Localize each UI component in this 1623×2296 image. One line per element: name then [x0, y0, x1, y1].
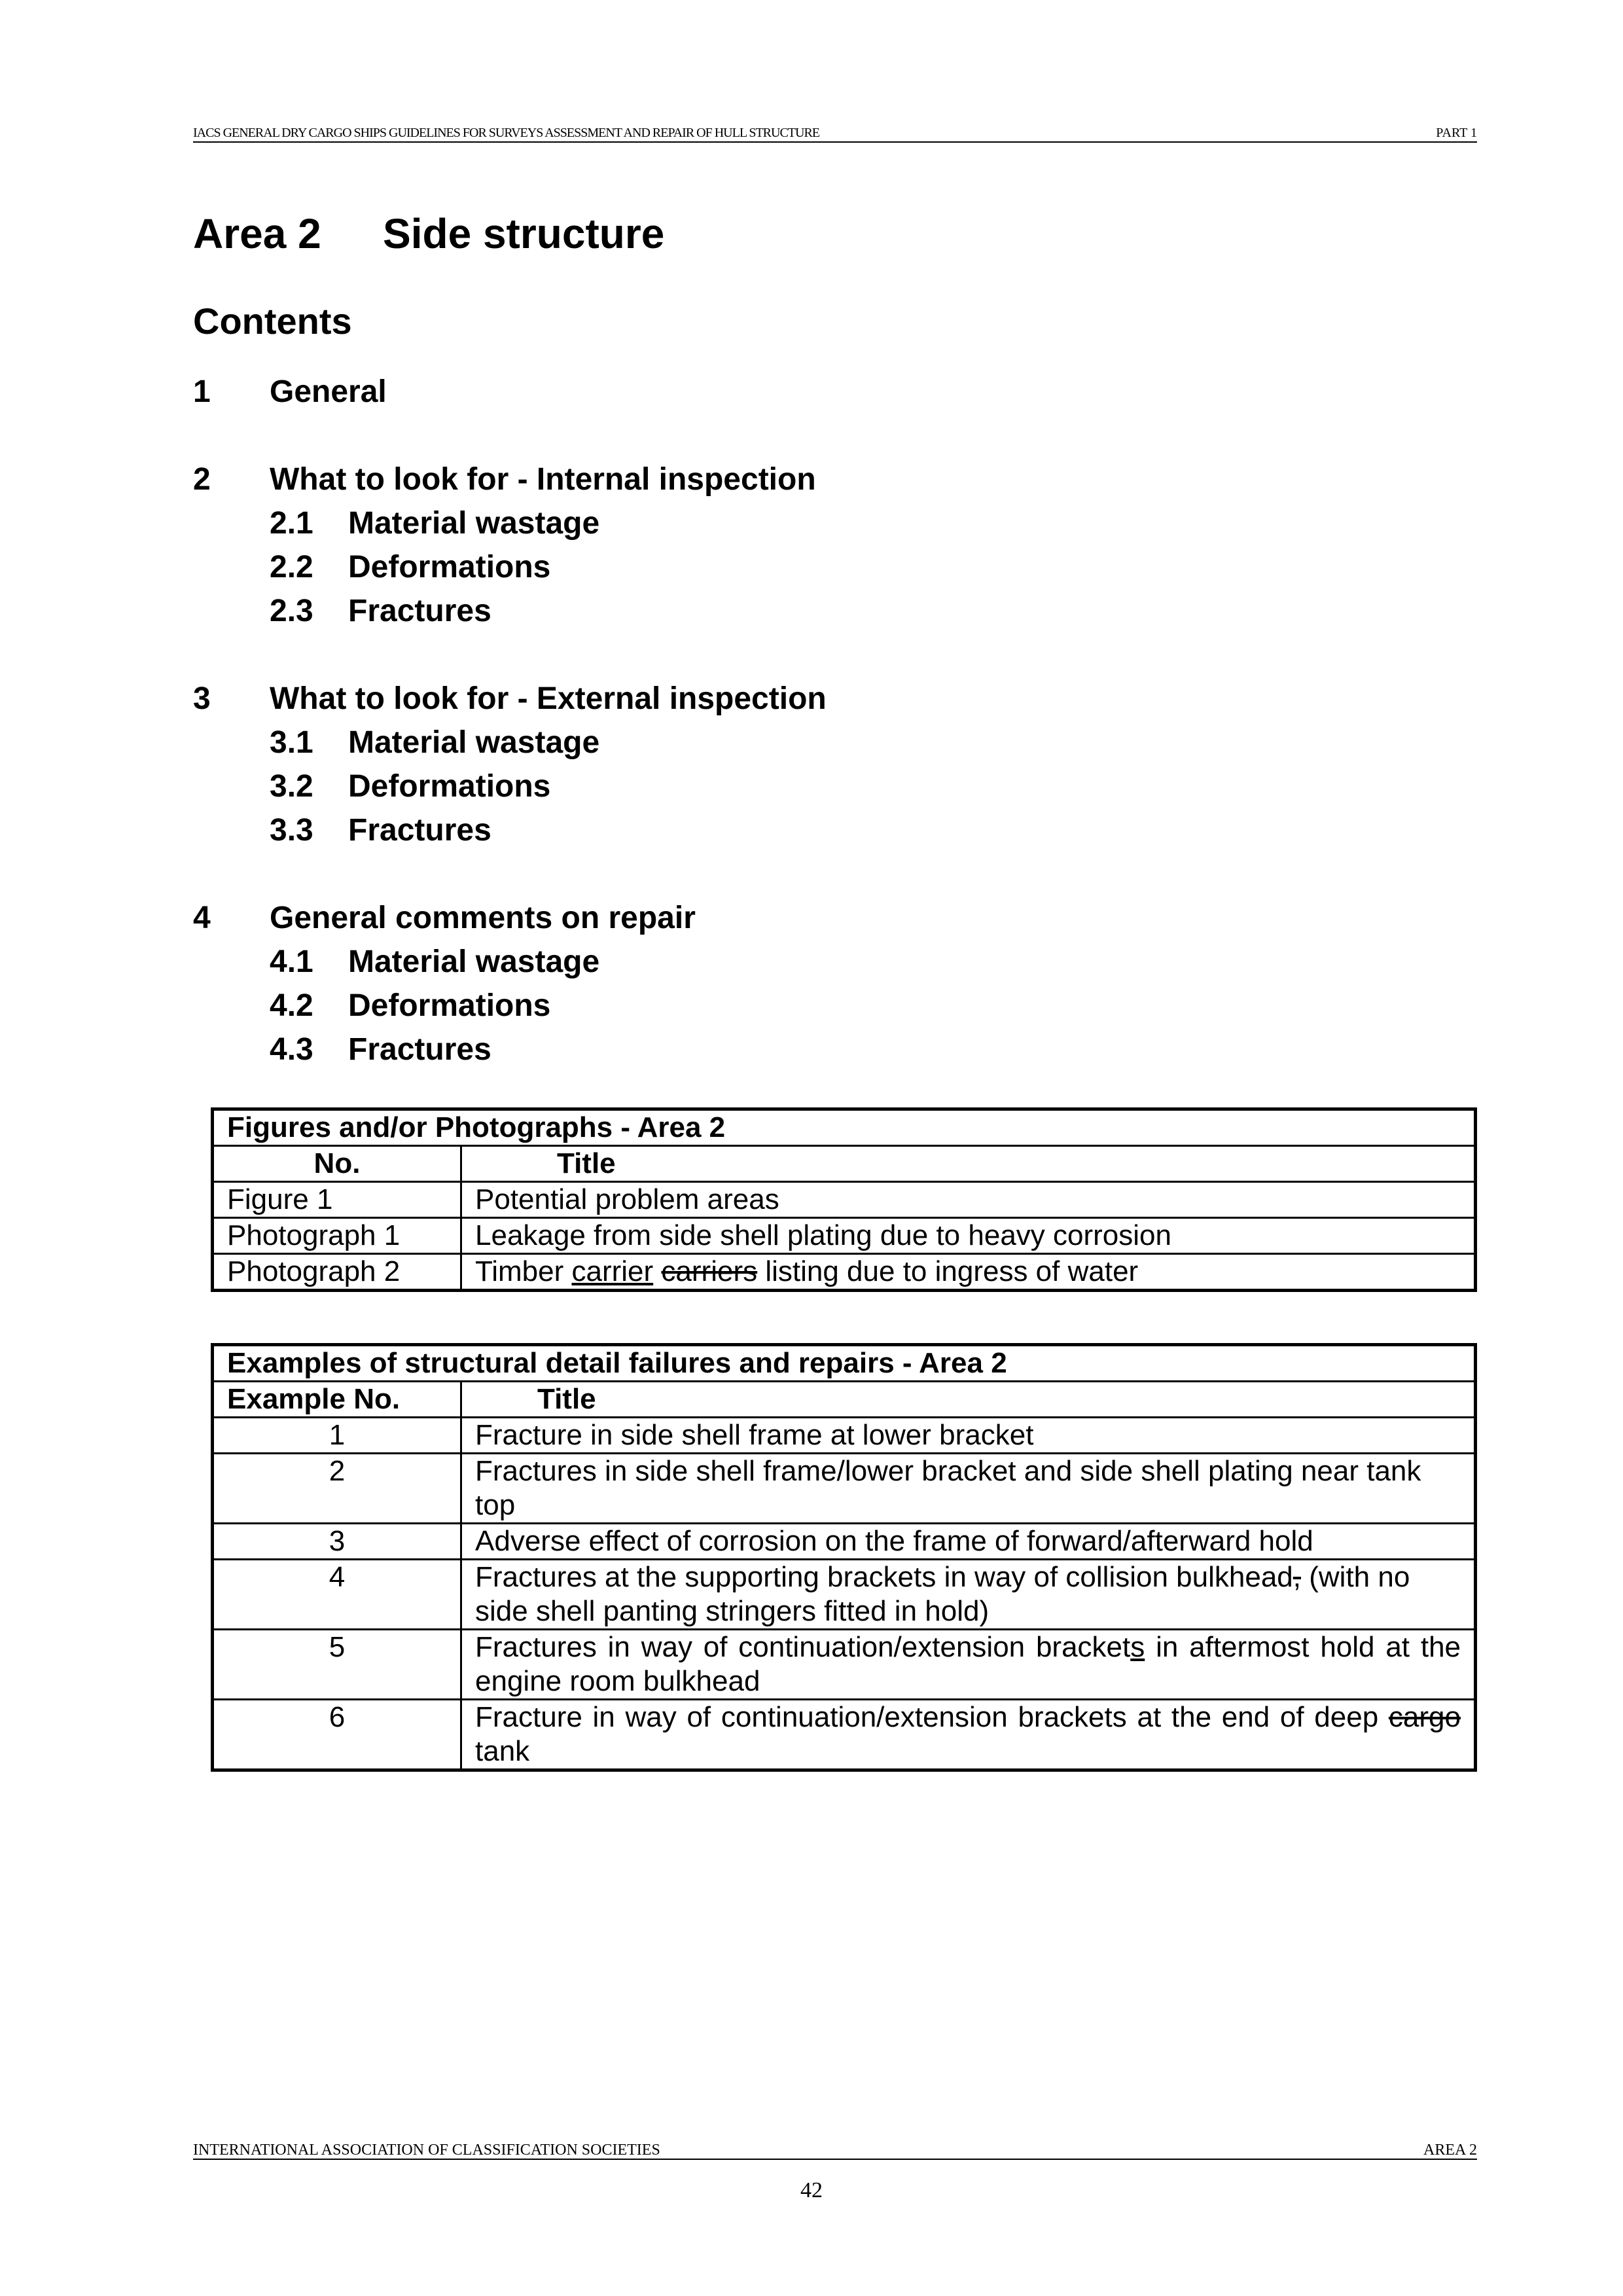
toc-subnumber: 2.2: [270, 550, 313, 584]
inserted-text: carrier: [571, 1255, 654, 1287]
example-title: [461, 1630, 1476, 1700]
table-row: [213, 1182, 1476, 1218]
toc-subnumber: 3.2: [270, 769, 313, 804]
figure-title: Leakage from side shell plating due to heavy corrosion: [461, 1218, 1476, 1254]
page-footer: [193, 2142, 1477, 2160]
table-row: [213, 1524, 1476, 1560]
toc-entry: [193, 370, 827, 414]
toc-subnumber: 2.1: [270, 506, 313, 541]
title-text: tank: [475, 1735, 530, 1767]
toc-subentry: [193, 545, 827, 589]
figure-number: Figure 1: [213, 1182, 461, 1218]
title-text: Timber: [475, 1255, 572, 1287]
deleted-text: ,: [1293, 1561, 1302, 1593]
toc-subtitle: Fractures: [348, 594, 491, 628]
table-of-contents: [193, 370, 827, 1115]
toc-subtitle: Material wastage: [348, 725, 600, 760]
example-number: 3: [213, 1524, 461, 1560]
example-number: 4: [213, 1560, 461, 1630]
page-number: 42: [800, 2178, 823, 2202]
inserted-text: s: [1130, 1631, 1145, 1663]
toc-subentry: [193, 721, 827, 764]
toc-subnumber: 3.3: [270, 813, 313, 848]
toc-subtitle: Fractures: [348, 1032, 491, 1067]
toc-section: [193, 896, 827, 1071]
footer-organization: INTERNATIONAL ASSOCIATION OF CLASSIFICATION SOCIETIES: [193, 2142, 660, 2159]
example-title: Adverse effect of corrosion on the frame of forward/afterward hold: [461, 1524, 1476, 1560]
figure-title: [461, 1254, 1476, 1291]
title-text: listing due to ingress of water: [757, 1255, 1139, 1287]
example-title: [461, 1700, 1476, 1770]
example-number: 5: [213, 1630, 461, 1700]
toc-entry: [193, 457, 827, 501]
title-text: in aftermost hold at the engine room bulkhead: [475, 1631, 1461, 1697]
table-row: [213, 1218, 1476, 1254]
toc-section: [193, 457, 827, 633]
table-row: [213, 1700, 1476, 1770]
toc-subnumber: 4.3: [270, 1032, 313, 1067]
page-title: [193, 209, 664, 258]
table-row: [213, 1630, 1476, 1700]
toc-subtitle: Fractures: [348, 813, 491, 848]
toc-subnumber: 2.3: [270, 594, 313, 628]
toc-subtitle: Deformations: [348, 550, 551, 584]
toc-title: General: [270, 374, 387, 409]
toc-title: What to look for - External inspection: [270, 681, 827, 716]
figure-number: Photograph 2: [213, 1254, 461, 1291]
toc-subtitle: Deformations: [348, 988, 551, 1023]
table-row: [213, 1254, 1476, 1291]
title-text: (with no side shell panting stringers fitted in hold): [475, 1561, 1410, 1627]
table-row: [213, 1560, 1476, 1630]
area-label: Area 2: [193, 210, 321, 257]
table-row: [213, 1418, 1476, 1454]
toc-subtitle: Material wastage: [348, 944, 600, 979]
toc-subentry: [193, 589, 827, 633]
column-header-no: No.: [213, 1146, 461, 1182]
toc-number: 3: [193, 681, 211, 716]
footer-area-label: AREA 2: [1423, 2142, 1477, 2159]
toc-entry: [193, 896, 827, 940]
toc-number: 4: [193, 901, 211, 935]
example-title: Fracture in side shell frame at lower bracket: [461, 1418, 1476, 1454]
toc-subentry: [193, 1028, 827, 1071]
table-caption-row: [213, 1109, 1476, 1146]
toc-title: General comments on repair: [270, 901, 696, 935]
toc-subentry: [193, 940, 827, 984]
toc-subnumber: 4.2: [270, 988, 313, 1023]
toc-subtitle: Deformations: [348, 769, 551, 804]
title-text: Fracture in way of continuation/extension brackets at the end of deep: [475, 1701, 1389, 1733]
example-number: 2: [213, 1454, 461, 1524]
toc-section: [193, 370, 827, 414]
deleted-text: cargo: [1388, 1701, 1461, 1733]
toc-subentry: [193, 984, 827, 1028]
figures-table: [211, 1107, 1477, 1292]
figure-title: Potential problem areas: [461, 1182, 1476, 1218]
table-row: [213, 1454, 1476, 1524]
example-number: 6: [213, 1700, 461, 1770]
column-header-title: Title: [461, 1146, 1476, 1182]
header-document-title: IACS GENERAL DRY CARGO SHIPS GUIDELINES FOR SURVEYS ASSESSMENT AND REPAIR OF HULL STRUCTURE: [193, 126, 819, 140]
deleted-text: carriers: [661, 1255, 758, 1287]
title-text: [653, 1255, 661, 1287]
contents-heading: Contents: [193, 300, 352, 342]
table-caption-row: [213, 1345, 1476, 1382]
toc-subentry: [193, 764, 827, 808]
toc-entry: [193, 677, 827, 721]
header-part-label: PART 1: [1436, 126, 1477, 140]
example-title: [461, 1560, 1476, 1630]
title-text: Fractures at the supporting brackets in way of collision bulkhead: [475, 1561, 1293, 1593]
area-name: Side structure: [383, 210, 665, 257]
column-header-example-no: Example No.: [213, 1382, 461, 1418]
toc-number: 2: [193, 462, 211, 497]
toc-subentry: [193, 501, 827, 545]
toc-number: 1: [193, 374, 211, 409]
toc-subentry: [193, 808, 827, 852]
toc-subnumber: 4.1: [270, 944, 313, 979]
table-header-row: [213, 1382, 1476, 1418]
figure-number: Photograph 1: [213, 1218, 461, 1254]
column-header-title: Title: [461, 1382, 1476, 1418]
toc-section: [193, 677, 827, 852]
toc-title: What to look for - Internal inspection: [270, 462, 816, 497]
page-header: [193, 124, 1477, 143]
example-title: Fractures in side shell frame/lower bracket and side shell plating near tank top: [461, 1454, 1476, 1524]
table-header-row: [213, 1146, 1476, 1182]
toc-subtitle: Material wastage: [348, 506, 600, 541]
toc-subnumber: 3.1: [270, 725, 313, 760]
example-number: 1: [213, 1418, 461, 1454]
examples-table-caption: Examples of structural detail failures and repairs - Area 2: [213, 1345, 1476, 1382]
figures-table-caption: Figures and/or Photographs - Area 2: [213, 1109, 1476, 1146]
examples-table: [211, 1343, 1477, 1772]
title-text: Fractures in way of continuation/extension bracket: [475, 1631, 1131, 1663]
